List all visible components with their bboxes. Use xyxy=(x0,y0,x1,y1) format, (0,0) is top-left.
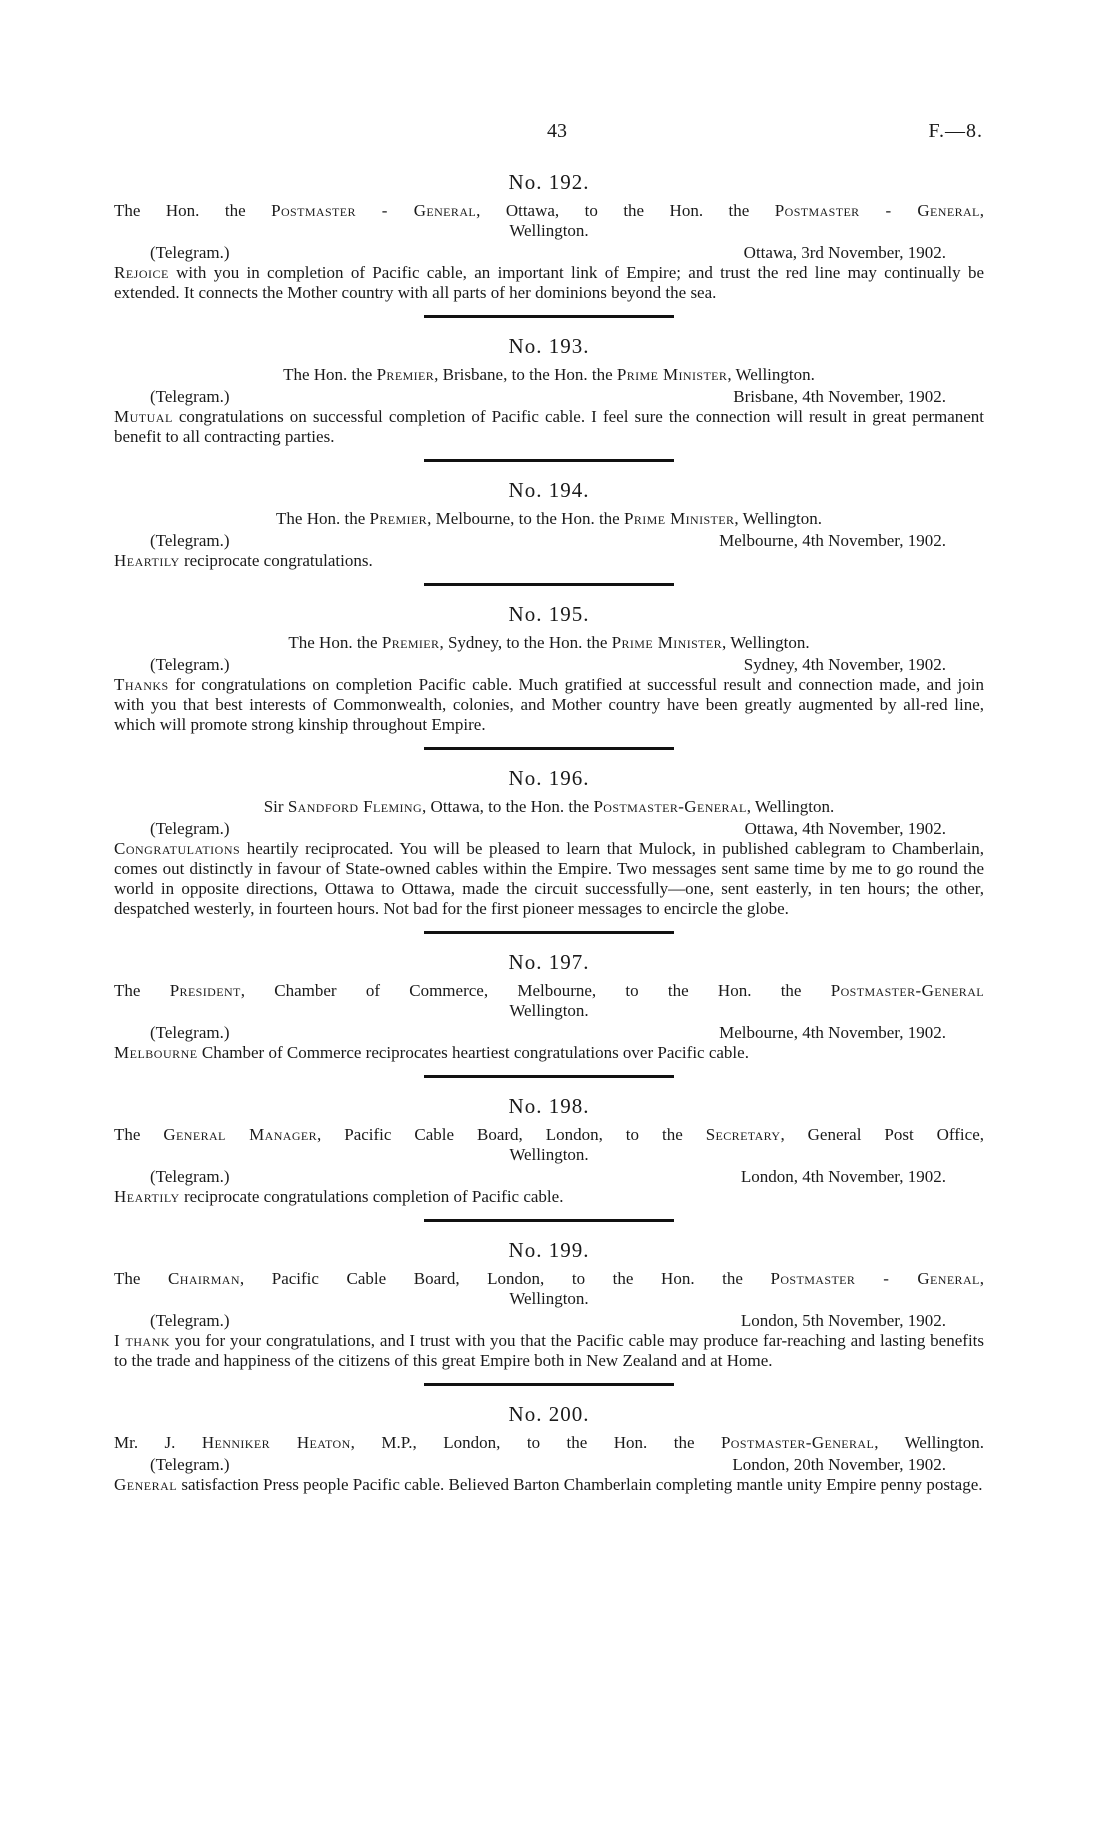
entry-number: No. 199. xyxy=(508,1238,590,1262)
body-text: satisfaction Press people Pacific cable. Believed Barton Chamberlain completing mantle unity Empire penny postage. xyxy=(181,1475,983,1494)
text-fragment: , Brisbane, to the Hon. the xyxy=(434,365,617,384)
entry-sender-recipient xyxy=(114,201,984,221)
telegram-body xyxy=(114,1187,984,1207)
text-fragment: , Chamber of Commerce, Melbourne, to the Hon. the xyxy=(240,981,831,1000)
body-lead-word: Mutual xyxy=(114,407,173,426)
telegram-line xyxy=(114,1311,984,1331)
name-smallcaps: Prime Minister xyxy=(611,633,723,652)
text-fragment: , Wellington. xyxy=(722,633,810,652)
entry-sender-recipient xyxy=(114,365,984,385)
entry-sender-recipient xyxy=(114,1269,984,1289)
text-fragment: Sir xyxy=(263,797,288,816)
telegram-body xyxy=(114,839,984,919)
text-fragment: , xyxy=(979,1269,985,1288)
text-fragment: , Wellington. xyxy=(734,509,822,528)
telegram-type: (Telegram.) xyxy=(150,1023,230,1042)
entry-sender-recipient xyxy=(114,509,984,529)
telegram-type: (Telegram.) xyxy=(150,1311,230,1330)
telegram-line xyxy=(114,1023,984,1043)
telegram-entry xyxy=(114,1238,984,1386)
entry-sender-recipient xyxy=(114,633,984,653)
telegram-line xyxy=(114,387,984,407)
text-fragment: , Wellington. xyxy=(727,365,815,384)
entry-number: No. 194. xyxy=(508,478,590,502)
body-text: you for your congratulations, and I trust with you that the Pacific cable may produce far-reaching and lasting benefits to the trade and happiness of the citizens of this great Empire both in New Zealand and at Home. xyxy=(114,1331,985,1370)
name-smallcaps: Prime Minister xyxy=(623,509,735,528)
entry-continuation: Wellington. xyxy=(509,221,589,240)
telegram-place-date: Ottawa, 3rd November, 1902. xyxy=(743,243,946,262)
telegram-body xyxy=(114,407,984,447)
telegram-entry xyxy=(114,1094,984,1222)
text-fragment: , xyxy=(979,201,985,220)
name-smallcaps: Premier xyxy=(381,633,440,652)
telegram-place-date: Melbourne, 4th November, 1902. xyxy=(719,1023,946,1042)
telegram-type: (Telegram.) xyxy=(150,531,230,550)
entry-number: No. 195. xyxy=(508,602,590,626)
telegram-place-date: Melbourne, 4th November, 1902. xyxy=(719,531,946,550)
text-fragment: , Sydney, to the Hon. the xyxy=(439,633,612,652)
section-divider xyxy=(424,1219,674,1222)
telegram-type: (Telegram.) xyxy=(150,1167,230,1186)
body-text: reciprocate congratulations. xyxy=(183,551,373,570)
telegram-place-date: Brisbane, 4th November, 1902. xyxy=(733,387,946,406)
entry-number: No. 198. xyxy=(508,1094,590,1118)
entry-number: No. 192. xyxy=(508,170,590,194)
telegram-entry xyxy=(114,766,984,934)
telegram-body xyxy=(114,1043,984,1063)
body-lead-word: Congratulations xyxy=(114,839,241,858)
body-text: for congratulations on completion Pacific cable. Much gratified at successful result and connection made, and join with you that best interests of Commonwealth, colonies, and Mother country have been greatly augmented by all-red line, which will promote strong kinship throughout Empire. xyxy=(114,675,984,734)
entry-sender-recipient xyxy=(114,797,984,817)
telegram-list xyxy=(114,170,984,1495)
telegram-place-date: London, 20th November, 1902. xyxy=(732,1455,946,1474)
telegram-place-date: Sydney, 4th November, 1902. xyxy=(743,655,946,674)
name-smallcaps: Postmaster - General xyxy=(770,1269,980,1288)
section-divider xyxy=(424,1383,674,1386)
text-fragment: , Ottawa, to the Hon. the xyxy=(422,797,594,816)
entry-sender-recipient xyxy=(114,1433,984,1453)
telegram-line xyxy=(114,1455,984,1475)
body-lead-word: General xyxy=(114,1475,178,1494)
body-lead-word: Thanks xyxy=(114,675,169,694)
text-fragment: , Wellington. xyxy=(874,1433,984,1452)
telegram-place-date: London, 4th November, 1902. xyxy=(740,1167,946,1186)
name-smallcaps: Henniker Heaton xyxy=(201,1433,351,1452)
telegram-type: (Telegram.) xyxy=(150,243,230,262)
body-lead-word: Heartily xyxy=(114,551,180,570)
name-smallcaps: Premier xyxy=(376,365,435,384)
body-text: Chamber of Commerce reciprocates heartiest congratulations over Pacific cable. xyxy=(201,1043,749,1062)
body-lead-word: Heartily xyxy=(114,1187,180,1206)
text-fragment: Mr. J. xyxy=(114,1433,202,1452)
document-reference: F.—8. xyxy=(928,120,983,142)
name-smallcaps: Secretary xyxy=(705,1125,781,1144)
name-smallcaps: President xyxy=(169,981,241,1000)
telegram-body xyxy=(114,263,984,303)
body-text: congratulations on successful completion of Pacific cable. I feel sure the connection will result in great permanent benefit to all contracting parties. xyxy=(114,407,985,446)
telegram-body xyxy=(114,1331,984,1371)
telegram-entry xyxy=(114,478,984,586)
text-fragment: The Hon. the xyxy=(288,633,382,652)
text-fragment: , Pacific Cable Board, London, to the xyxy=(317,1125,706,1144)
text-fragment: , Pacific Cable Board, London, to the Hon. the xyxy=(239,1269,771,1288)
body-text: heartily reciprocated. You will be pleased to learn that Mulock, in published cablegram to Chamberlain, comes out distinctly in favour of State-owned cables within the Empire. Two messages sent same time by me to go round the world in opposite directions, Ottawa to Ottawa, made the circuit successfully—one, sent easterly, in ten hours; the other, despatched westerly, in fourteen hours. Not bad for the first pioneer messages to encircle the globe. xyxy=(114,839,985,918)
text-fragment: The xyxy=(114,981,170,1000)
telegram-body xyxy=(114,675,984,735)
text-fragment: , General Post Office, xyxy=(780,1125,984,1144)
telegram-place-date: Ottawa, 4th November, 1902. xyxy=(744,819,946,838)
body-text: reciprocate congratulations completion of Pacific cable. xyxy=(183,1187,564,1206)
entry-number: No. 197. xyxy=(508,950,590,974)
telegram-body xyxy=(114,1475,984,1495)
text-fragment: The Hon. the xyxy=(283,365,377,384)
telegram-type: (Telegram.) xyxy=(150,387,230,406)
text-fragment: , Ottawa, to the Hon. the xyxy=(476,201,775,220)
name-smallcaps: Sandford Fleming xyxy=(287,797,423,816)
telegram-type: (Telegram.) xyxy=(150,1455,230,1474)
entry-sender-recipient xyxy=(114,981,984,1001)
section-divider xyxy=(424,459,674,462)
name-smallcaps: Prime Minister xyxy=(616,365,728,384)
telegram-place-date: London, 5th November, 1902. xyxy=(740,1311,946,1330)
entry-number: No. 193. xyxy=(508,334,590,358)
telegram-entry xyxy=(114,334,984,462)
telegram-type: (Telegram.) xyxy=(150,819,230,838)
name-smallcaps: Postmaster - General xyxy=(774,201,980,220)
name-smallcaps: General Manager xyxy=(163,1125,318,1144)
entry-continuation: Wellington. xyxy=(509,1145,589,1164)
name-smallcaps: Postmaster-General xyxy=(830,981,984,1000)
entry-continuation: Wellington. xyxy=(509,1289,589,1308)
telegram-line xyxy=(114,819,984,839)
name-smallcaps: Postmaster - General xyxy=(271,201,477,220)
body-lead-word: Melbourne xyxy=(114,1043,198,1062)
entry-sender-recipient xyxy=(114,1125,984,1145)
entry-continuation: Wellington. xyxy=(509,1001,589,1020)
telegram-entry xyxy=(114,602,984,750)
section-divider xyxy=(424,931,674,934)
section-divider xyxy=(424,583,674,586)
text-fragment: The Hon. the xyxy=(114,201,272,220)
telegram-entry xyxy=(114,1402,984,1495)
telegram-line xyxy=(114,243,984,263)
body-text: with you in completion of Pacific cable, an important link of Empire; and trust the red line may continually be extended. It connects the Mother country with all parts of her dominions beyond the sea. xyxy=(114,263,984,302)
text-fragment: , Melbourne, to the Hon. the xyxy=(427,509,624,528)
page-number: 43 xyxy=(547,120,567,142)
telegram-entry xyxy=(114,170,984,318)
telegram-line xyxy=(114,1167,984,1187)
name-smallcaps: Postmaster-General xyxy=(720,1433,875,1452)
name-smallcaps: Premier xyxy=(369,509,428,528)
text-fragment: The Hon. the xyxy=(276,509,370,528)
text-fragment: The xyxy=(114,1125,164,1144)
text-fragment: , Wellington. xyxy=(746,797,835,816)
section-divider xyxy=(424,315,674,318)
telegram-line xyxy=(114,531,984,551)
telegram-line xyxy=(114,655,984,675)
telegram-type: (Telegram.) xyxy=(150,655,230,674)
name-smallcaps: Postmaster-General xyxy=(593,797,747,816)
telegram-entry xyxy=(114,950,984,1078)
telegram-body xyxy=(114,551,984,571)
name-smallcaps: Chairman xyxy=(168,1269,240,1288)
entry-number: No. 200. xyxy=(508,1402,590,1426)
body-lead-word: I thank xyxy=(114,1331,171,1350)
section-divider xyxy=(424,747,674,750)
entry-number: No. 196. xyxy=(508,766,590,790)
section-divider xyxy=(424,1075,674,1078)
text-fragment: The xyxy=(114,1269,169,1288)
text-fragment: , M.P., London, to the Hon. the xyxy=(350,1433,721,1452)
body-lead-word: Rejoice xyxy=(114,263,169,282)
